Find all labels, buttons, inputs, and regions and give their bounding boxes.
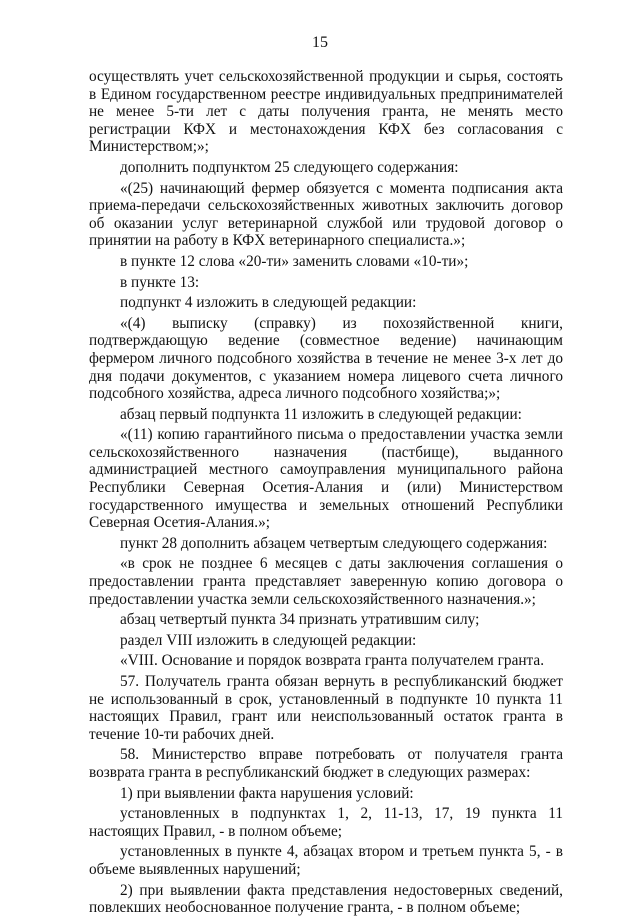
paragraph: 58. Министерство вправе потребовать от получателя гранта возврата гранта в республиканский бюджет в следующих размерах: [89,746,563,781]
paragraph: раздел VIII изложить в следующей редакции: [120,631,417,649]
paragraph-quote: «(25) начинающий фермер обязуется с момента подписания акта приема-передачи сельскохозяйственных животных заключить договор об оказании услуг ветеринарной службой или трудовой договор о принятии на работу в КФХ ветеринарного специалиста.»; [89,179,563,250]
paragraph: дополнить подпунктом 25 следующего содержания: [120,158,459,176]
list-item: 2) при выявлении факта представления недостоверных сведений, повлекших необоснованное получение гранта, - в полном объеме; [89,881,563,917]
list-item: 1) при выявлении факта нарушения условий: [120,784,414,802]
list-item: установленных в подпунктах 1, 2, 11-13, 17, 19 пункта 11 настоящих Правил, - в полном объеме; [89,805,563,840]
paragraph: абзац первый подпункта 11 изложить в следующей редакции: [120,405,522,423]
paragraph: пункт 28 дополнить абзацем четвертым следующего содержания: [120,534,548,552]
paragraph-quote: «в срок не позднее 6 месяцев с даты заключения соглашения о предоставлении гранта представляет заверенную копию договора о предоставлении участка земли сельскохозяйственного назначения.»; [89,555,563,608]
list-item: установленных в пункте 4, абзацах втором и третьем пункта 5, - в объеме выявленных нарушений; [89,843,563,878]
paragraph-quote: «(4) выписку (справку) из похозяйственной книги, подтверждающую ведение (совместное ведение) начинающим фермером личного подсобного хозяйства в течение не менее 3-х лет до дня подачи документов, с указанием номера лицевого счета личного подсобного хозяйства, адреса личного подсобного хозяйства;»; [89,314,563,403]
paragraph: в пункте 12 слова «20-ти» заменить словами «10-ти»; [120,252,469,270]
paragraph-quote: «(11) копию гарантийного письма о предоставлении участка земли сельскохозяйственного назначения (пастбище), выданного администрацией местного самоуправления муниципального района Республики Северная Осетия-Алания и (или) Министерством государственного имущества и земельных отношений Республики Северная Осетия-Алания.»; [89,426,563,532]
paragraph: в пункте 13: [120,273,200,291]
document-body [89,68,563,917]
page-number: 15 [312,34,328,51]
paragraph: 57. Получатель гранта обязан вернуть в республиканский бюджет не использованный в срок, установленный в подпункте 10 пункта 11 настоящих Правил, грант или неиспользованный остаток гранта в течение 10-ти рабочих дней. [89,673,563,743]
section-heading: «VIII. Основание и порядок возврата гранта получателем гранта. [120,652,545,670]
paragraph: абзац четвертый пункта 34 признать утратившим силу; [120,611,480,629]
paragraph: подпункт 4 изложить в следующей редакции: [120,294,417,312]
paragraph-continuation: осуществлять учет сельскохозяйственной продукции и сырья, состоять в Едином государственном реестре индивидуальных предпринимателей не менее 5-ти лет с даты получения гранта, не менять место регистрации КФХ и местонахождения КФХ без согласования с Министерством;»; [89,68,563,156]
